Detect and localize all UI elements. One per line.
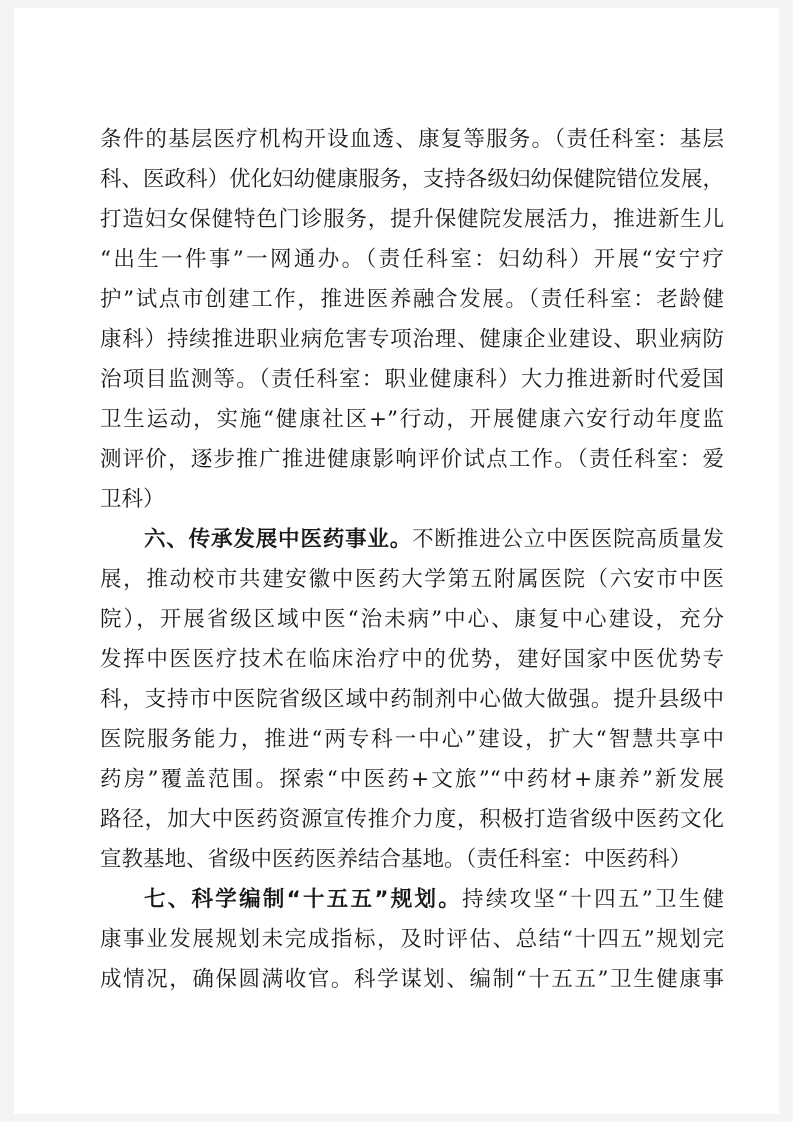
text-line: “出生一件事”一网通办。（责任科室：妇幼科）开展“安宁疗: [100, 247, 724, 272]
text-line: 宣教基地、省级中医药医养结合基地。（责任科室：中医药科）: [100, 847, 692, 872]
text-line: 科、医政科）优化妇幼健康服务，支持各级妇幼保健院错位发展，: [100, 167, 724, 192]
section-heading: 六、传承发展中医药事业。: [144, 527, 413, 552]
text-line: 卫生运动，实施“健康社区+”行动，开展健康六安行动年度监: [100, 407, 724, 432]
text-line: 治项目监测等。（责任科室：职业健康科）大力推进新时代爱国: [100, 367, 724, 392]
document-page: [14, 8, 779, 1114]
text-line: 路径，加大中医药资源宣传推介力度，积极打造省级中医药文化: [100, 807, 724, 832]
text-line: 测评价，逐步推广推进健康影响评价试点工作。（责任科室：爱: [100, 447, 724, 472]
section-heading-continuation: 不断推进公立中医医院高质量发: [412, 527, 724, 552]
text-line: 展，推动校市共建安徽中医药大学第五附属医院（六安市中医: [100, 567, 724, 592]
section-heading-line: [100, 880, 724, 920]
text-line: 康科）持续推进职业病危害专项治理、健康企业建设、职业病防: [100, 327, 724, 352]
section-heading: 七、科学编制“十五五”规划。: [144, 887, 463, 912]
section-planning: [100, 880, 724, 1000]
text-line: 药房”覆盖范围。探索“中医药+文旅”“中药材+康养”新发展: [100, 767, 724, 792]
document-body: [100, 120, 724, 1000]
text-line: 成情况，确保圆满收官。科学谋划、编制“十五五”卫生健康事: [100, 967, 724, 992]
section-tcm: [100, 520, 724, 880]
text-line: 护”试点市创建工作，推进医养融合发展。（责任科室：老龄健: [100, 287, 724, 312]
text-line: 康事业发展规划未完成指标，及时评估、总结“十四五”规划完: [100, 927, 724, 952]
section-heading-line: [100, 520, 724, 560]
text-line: 打造妇女保健特色门诊服务，提升保健院发展活力，推进新生儿: [100, 207, 724, 232]
text-line: 卫科）: [100, 487, 165, 512]
text-line: 科，支持市中医院省级区域中药制剂中心做大做强。提升县级中: [100, 687, 724, 712]
text-line: 医院服务能力，推进“两专科一中心”建设，扩大“智慧共享中: [100, 727, 724, 752]
text-line: 条件的基层医疗机构开设血透、康复等服务。（责任科室：基层: [100, 127, 724, 152]
text-line: 发挥中医医疗技术在临床治疗中的优势，建好国家中医优势专: [100, 647, 724, 672]
text-line: 院），开展省级区域中医“治未病”中心、康复中心建设，充分: [100, 607, 724, 632]
section-heading-continuation: 持续攻坚“十四五”卫生健: [462, 887, 724, 912]
paragraph-health-services: [100, 120, 724, 520]
